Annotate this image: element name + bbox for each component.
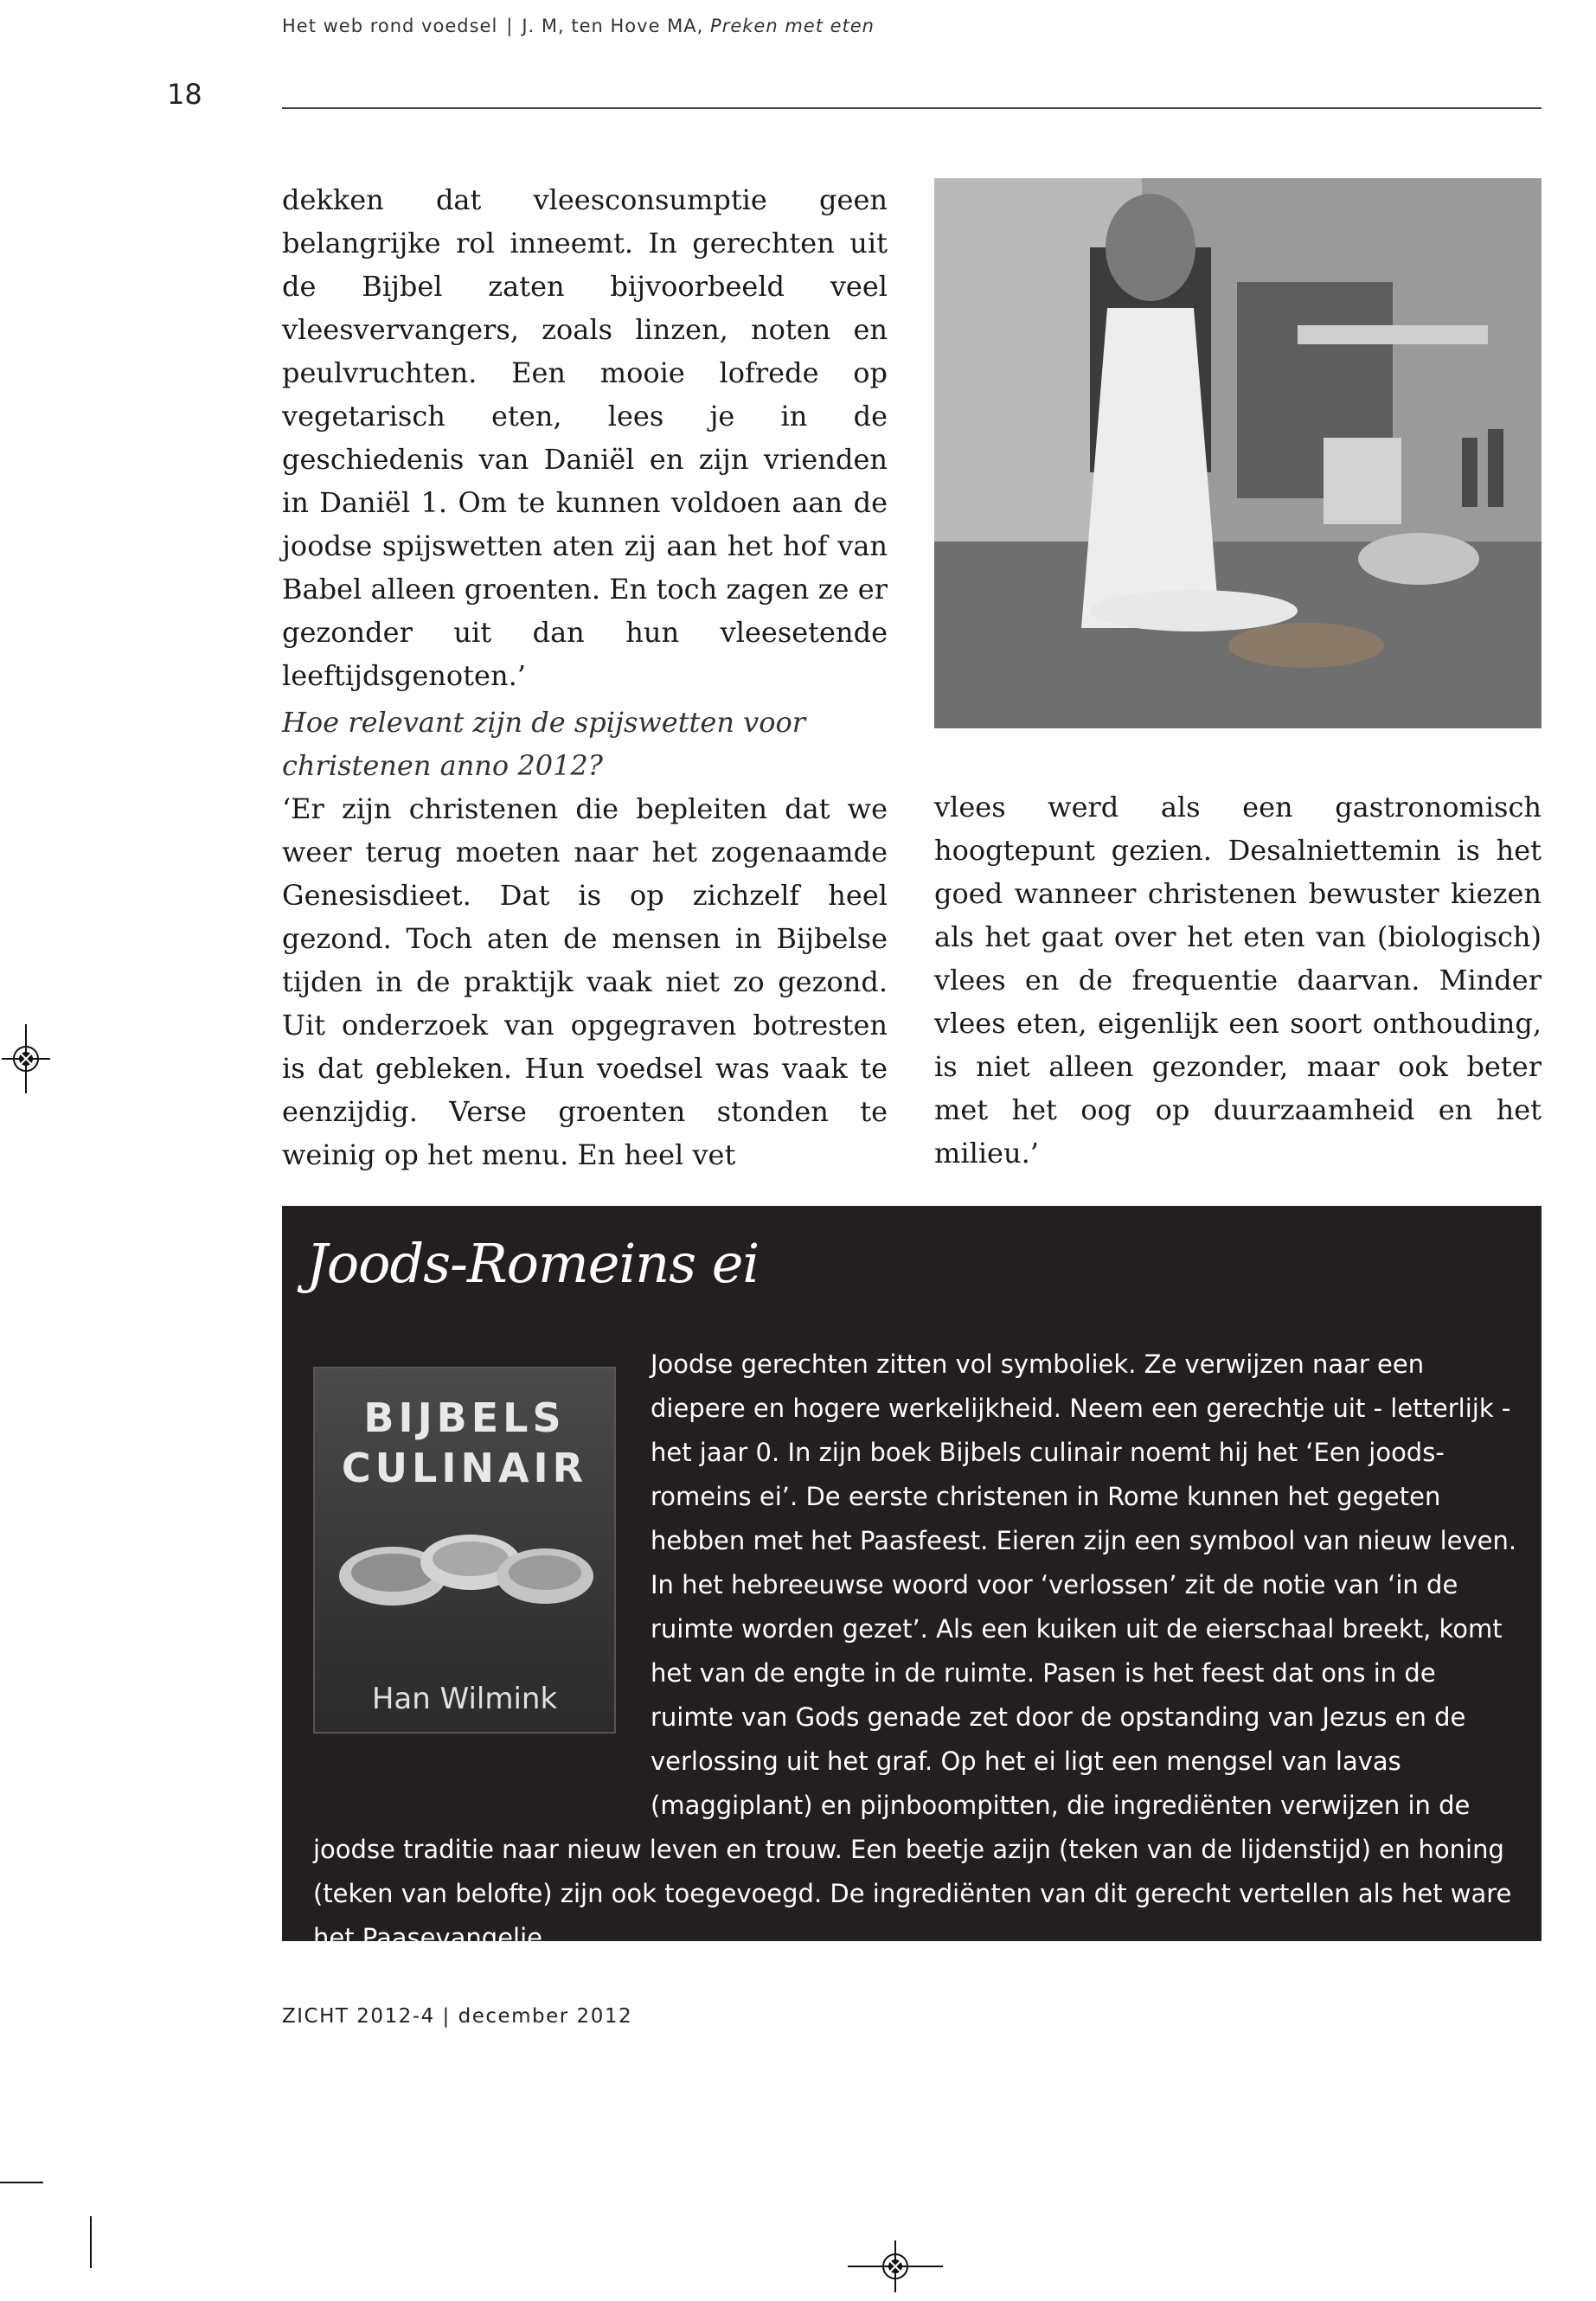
chef-photo-illustration	[934, 178, 1542, 728]
interview-answer-left: ‘Er zijn christenen die bepleiten dat we weer terug moeten naar het zogenaamde Genesisdieet. Dat is op zichzelf heel gezond. Toch aten de mensen in Bijbelse tijden in de praktijk vaak niet zo gezond. Uit onderzoek van opgegraven botresten is dat gebleken. Hun voedsel was vaak te eenzijdig. Verse groenten stonden te weinig op het menu. En heel vet	[282, 792, 888, 1171]
registration-mark-bottom-icon	[848, 2240, 943, 2292]
interview-question: Hoe relevant zijn de spijswetten voor christenen anno 2012?	[282, 706, 806, 782]
article-column-right	[934, 785, 1542, 1175]
footer: ZICHT 2012-4 | december 2012	[282, 2005, 633, 2028]
sidebar-text	[313, 1343, 1517, 1960]
book-cover-author: Han Wilmink	[371, 1682, 558, 1716]
header-author: J. M, ten Hove MA,	[522, 16, 704, 36]
book-title-line2: CULINAIR	[341, 1445, 588, 1491]
running-head	[282, 16, 875, 36]
book-title-line1: BIJBELS	[363, 1394, 566, 1441]
sidebar-box	[282, 1206, 1542, 1952]
interview-answer-right: vlees werd als een gastronomisch hoogtepunt gezien. Desalniettemin is het goed wanneer christenen bewuster kiezen als het gaat over het eten van (biologisch) vlees en de frequentie daarvan. Minder vlees eten, eigenlijk een soort onthouding, is niet alleen gezonder, maar ook beter met het oog op duurzaamheid en het milieu.’	[934, 791, 1542, 1170]
page-number: 18	[167, 78, 202, 111]
crop-mark-vertical	[90, 2216, 92, 2268]
sidebar-paragraph: Joodse gerechten zitten vol symboliek. Ze verwijzen naar een diepere en hogere werkelijkheid. Neem een gerechtje uit - letterlijk - het jaar 0. In zijn boek Bijbels culinair noemt hij het ‘Een joods-romeins ei’. De eerste christenen in Rome kunnen het gegeten hebben met het Paasfeest. Eieren zijn een symbool van nieuw leven. In het hebreeuwse woord voor ‘verlossen’ zit de notie van ‘in de ruimte worden gezet’. Als een kuiken uit de eierschaal breekt, komt het van de engte in de ruimte. Pasen is het feest dat ons in de ruimte van Gods genade zet door de opstanding van Jezus en de verlossing uit het graf. Op het ei ligt een mengsel van lavas (maggiplant) en pijnboompitten, die ingrediënten verwijzen in de joodse traditie naar nieuw leven en trouw. Een beetje azijn (teken van de lijdenstijd) en honing (teken van belofte) zijn ook toegevoegd. De ingrediënten van dit gerecht vertellen als het ware het Paasevangelie.	[313, 1349, 1517, 1952]
header-separator: |	[506, 16, 514, 36]
registration-mark-left-icon	[2, 1024, 50, 1093]
sidebar-title: Joods-Romeins ei	[306, 1232, 760, 1295]
header-series: Preken met eten	[710, 16, 875, 36]
article-column-left-bottom	[282, 701, 888, 1176]
article-column-left-top	[282, 178, 888, 697]
chef-photo	[934, 178, 1542, 728]
book-cover-float	[313, 1343, 651, 1792]
crop-mark-horizontal	[0, 2182, 43, 2183]
publication-title: Het web rond voedsel	[282, 16, 498, 36]
article-paragraph: dekken dat vleesconsumptie geen belangrijke rol inneemt. In gerechten uit de Bijbel zaten bijvoorbeeld veel vleesvervangers, zoals linzen, noten en peulvruchten. Een mooie lofrede op vegetarisch eten, lees je in de geschiedenis van Daniël en zijn vrienden in Daniël 1. Om te kunnen voldoen aan de joodse spijswetten aten zij aan het hof van Babel alleen groenten. En toch zagen ze er gezonder uit dan hun vleesetende leeftijdsgenoten.’	[282, 183, 888, 692]
header-rule	[282, 107, 1542, 109]
